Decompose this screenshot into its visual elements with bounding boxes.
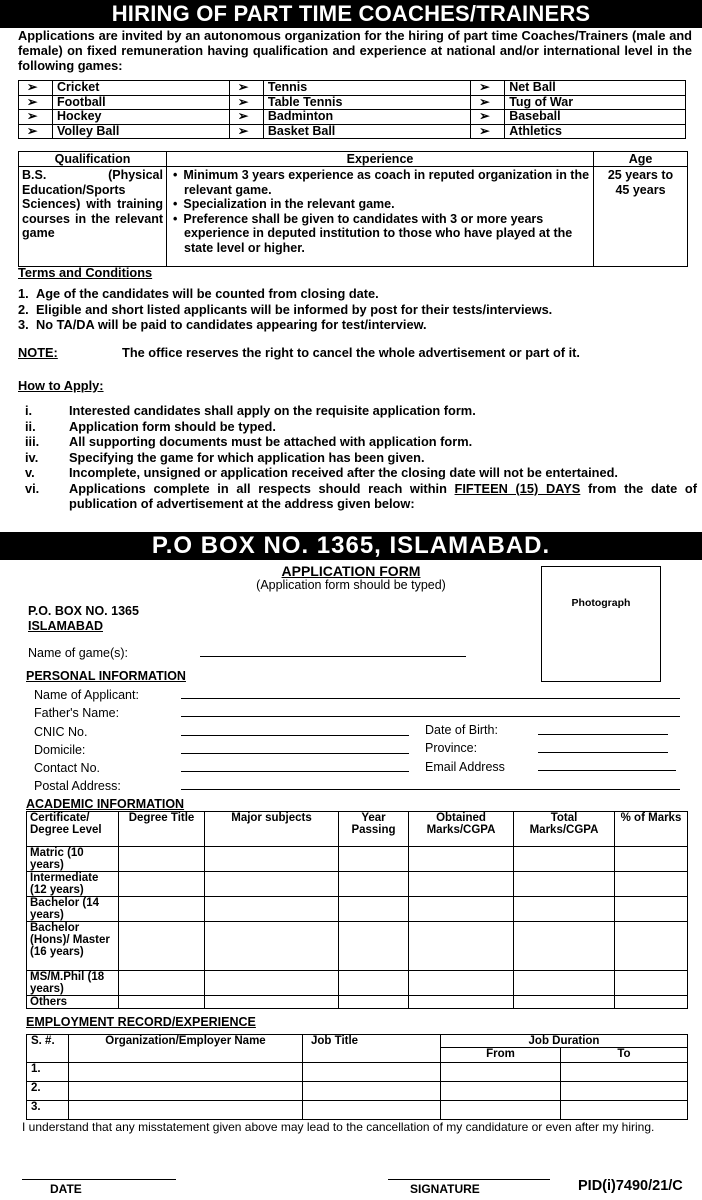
- signature-label: SIGNATURE: [410, 1182, 480, 1196]
- games-row: [19, 110, 686, 125]
- academic-cell[interactable]: [514, 922, 615, 971]
- academic-cell[interactable]: [514, 872, 615, 897]
- academic-cell[interactable]: [409, 922, 514, 971]
- terms-num: 2.: [18, 301, 29, 317]
- terms-text: Eligible and short listed applicants will be informed by post for their tests/interviews.: [36, 301, 553, 317]
- apply-text: Interested candidates shall apply on the requisite application form.: [69, 403, 476, 418]
- personal-info-title: PERSONAL INFORMATION: [26, 669, 186, 683]
- date-label: DATE: [50, 1182, 82, 1196]
- academic-cell[interactable]: [409, 872, 514, 897]
- terms-text: Age of the candidates will be counted from closing date.: [36, 286, 379, 301]
- note-label: NOTE:: [18, 345, 58, 360]
- apply-text: [69, 481, 697, 512]
- academic-cell[interactable]: [205, 872, 339, 897]
- employment-table: [26, 1034, 688, 1120]
- employment-cell[interactable]: [441, 1082, 561, 1101]
- academic-cell[interactable]: [339, 872, 409, 897]
- academic-cell[interactable]: [409, 996, 514, 1009]
- father-name-field[interactable]: [181, 716, 680, 717]
- experience-text: Specialization in the relevant game.: [183, 197, 395, 211]
- degree-level: Bachelor (14 years): [27, 897, 119, 922]
- email-field[interactable]: [538, 770, 676, 771]
- academic-cell[interactable]: [409, 971, 514, 996]
- academic-cell[interactable]: [205, 922, 339, 971]
- signature-field[interactable]: [388, 1179, 550, 1180]
- game-name: Hockey: [53, 110, 230, 125]
- apply-highlight: FIFTEEN (15) DAYS: [454, 480, 581, 496]
- date-field[interactable]: [22, 1179, 176, 1180]
- games-row: [19, 124, 686, 139]
- degree-level: Others: [27, 996, 119, 1009]
- academic-row: [27, 847, 688, 872]
- terms-item: [18, 286, 698, 302]
- academic-row: [27, 971, 688, 996]
- academic-cell[interactable]: [119, 897, 205, 922]
- academic-cell[interactable]: [409, 897, 514, 922]
- academic-header: Total Marks/CGPA: [514, 812, 615, 847]
- academic-cell[interactable]: [205, 847, 339, 872]
- academic-cell[interactable]: [339, 996, 409, 1009]
- employment-cell[interactable]: [69, 1101, 303, 1120]
- terms-title: Terms and Conditions: [18, 265, 153, 280]
- academic-header: Certificate/ Degree Level: [27, 812, 119, 847]
- employment-row: [27, 1101, 688, 1120]
- apply-item: [25, 450, 697, 466]
- dob-label: Date of Birth:: [425, 723, 498, 737]
- experience-text: Preference shall be given to candidates with 3 or more years experience in deputed institution to those who have played at the state level or higher.: [183, 211, 573, 255]
- degree-level: MS/M.Phil (18 years): [27, 971, 119, 996]
- apply-item: [25, 434, 697, 450]
- employment-cell[interactable]: [561, 1082, 688, 1101]
- academic-cell[interactable]: [339, 922, 409, 971]
- how-to-apply-title: How to Apply:: [18, 378, 104, 393]
- employment-cell[interactable]: [561, 1063, 688, 1082]
- academic-cell[interactable]: [205, 897, 339, 922]
- employment-sno: 2.: [27, 1082, 69, 1101]
- academic-cell[interactable]: [205, 996, 339, 1009]
- academic-row: [27, 897, 688, 922]
- employment-cell[interactable]: [303, 1082, 441, 1101]
- domicile-field[interactable]: [181, 753, 409, 754]
- academic-cell[interactable]: [514, 971, 615, 996]
- terms-list: [18, 286, 698, 333]
- game-name: Net Ball: [505, 81, 686, 96]
- terms-num: 3.: [18, 317, 29, 332]
- terms-text: No TA/DA will be paid to candidates appearing for test/interview.: [36, 317, 427, 332]
- academic-cell[interactable]: [615, 897, 688, 922]
- games-table: [18, 80, 686, 139]
- academic-cell[interactable]: [514, 996, 615, 1009]
- employment-cell[interactable]: [441, 1063, 561, 1082]
- emp-job-header: Job Title: [303, 1035, 441, 1063]
- apply-num: ii.: [25, 418, 36, 434]
- academic-cell[interactable]: [119, 872, 205, 897]
- emp-to-header: To: [561, 1048, 688, 1063]
- apply-item: [25, 403, 697, 419]
- cnic-field[interactable]: [181, 735, 409, 736]
- experience-item: [170, 212, 590, 256]
- bullet-icon: •: [173, 197, 178, 211]
- apply-text: All supporting documents must be attached with application form.: [69, 434, 473, 449]
- form-title: APPLICATION FORM: [281, 563, 421, 579]
- apply-num: v.: [25, 465, 35, 480]
- games-row: [19, 95, 686, 110]
- address-bar: P.O BOX NO. 1365, ISLAMABAD.: [0, 532, 702, 560]
- experience-item: [170, 197, 590, 212]
- employment-cell[interactable]: [303, 1063, 441, 1082]
- employment-row: [27, 1082, 688, 1101]
- emp-from-header: From: [441, 1048, 561, 1063]
- apply-num: iv.: [25, 449, 39, 465]
- declaration-text: I understand that any misstatement given above may lead to the cancellation of my candidature or even after my hiring.: [22, 1120, 655, 1134]
- arrow-icon: ➢: [229, 110, 263, 125]
- qualification-cell: B.S. (Physical Education/Sports Sciences) with training courses in the relevant game: [19, 167, 167, 267]
- province-label: Province:: [425, 741, 478, 755]
- academic-cell[interactable]: [205, 971, 339, 996]
- apply-item: [25, 465, 697, 481]
- academic-cell[interactable]: [119, 847, 205, 872]
- province-field[interactable]: [538, 752, 668, 753]
- contact-field[interactable]: [181, 771, 409, 772]
- form-subtitle: (Application form should be typed): [256, 578, 446, 592]
- terms-num: 1.: [18, 286, 29, 301]
- arrow-icon: ➢: [229, 124, 263, 139]
- game-name: Baseball: [505, 110, 686, 125]
- pid-code: PID(i)7490/21/C: [578, 1178, 683, 1194]
- degree-level: Bachelor (Hons)/ Master (16 years): [27, 922, 119, 971]
- terms-item: [18, 302, 698, 318]
- contact-label: Contact No.: [34, 761, 101, 775]
- academic-row: [27, 922, 688, 971]
- academic-cell[interactable]: [514, 897, 615, 922]
- postal-address-label: Postal Address:: [34, 779, 121, 793]
- intro-text: Applications are invited by an autonomous organization for the hiring of part time Coaches/Trainers (male and female) on fixed remuneration having qualification and experience at national and/or international level in the following games:: [18, 28, 692, 73]
- bullet-icon: •: [173, 168, 178, 182]
- employment-title: EMPLOYMENT RECORD/EXPERIENCE: [26, 1015, 256, 1029]
- terms-item: [18, 317, 698, 333]
- academic-cell[interactable]: [615, 922, 688, 971]
- father-name-label: Father's Name:: [34, 706, 120, 720]
- form-address-line2: ISLAMABAD: [28, 619, 103, 633]
- apply-text: Incomplete, unsigned or application received after the closing date will not be entertained.: [69, 465, 618, 480]
- employment-cell[interactable]: [561, 1101, 688, 1120]
- applicant-name-label: Name of Applicant:: [34, 688, 139, 702]
- photograph-label: Photograph: [571, 597, 631, 609]
- postal-address-field[interactable]: [181, 789, 680, 790]
- experience-cell: [167, 167, 594, 267]
- academic-cell[interactable]: [339, 897, 409, 922]
- age-header: Age: [594, 152, 688, 167]
- academic-table: [26, 811, 688, 1009]
- academic-cell[interactable]: [119, 996, 205, 1009]
- arrow-icon: ➢: [229, 81, 263, 96]
- games-label: Name of game(s):: [28, 646, 129, 660]
- game-name: Table Tennis: [263, 95, 470, 110]
- arrow-icon: ➢: [19, 81, 53, 96]
- academic-cell[interactable]: [615, 971, 688, 996]
- academic-cell[interactable]: [119, 971, 205, 996]
- academic-info-title: ACADEMIC INFORMATION: [26, 797, 185, 811]
- arrow-icon: ➢: [19, 95, 53, 110]
- academic-header: Year Passing: [339, 812, 409, 847]
- note-text: The office reserves the right to cancel the whole advertisement or part of it.: [122, 345, 580, 360]
- experience-item: [170, 168, 590, 197]
- game-name: Tennis: [263, 81, 470, 96]
- employment-sno: 1.: [27, 1063, 69, 1082]
- domicile-label: Domicile:: [34, 743, 86, 757]
- academic-row: [27, 872, 688, 897]
- academic-row: [27, 996, 688, 1009]
- qualification-header: Qualification: [19, 152, 167, 167]
- requirements-table: [18, 151, 688, 267]
- employment-cell[interactable]: [69, 1082, 303, 1101]
- game-name: Volley Ball: [53, 124, 230, 139]
- academic-cell[interactable]: [409, 847, 514, 872]
- academic-header: Major subjects: [205, 812, 339, 847]
- apply-item: [25, 419, 697, 435]
- bullet-icon: •: [173, 211, 178, 226]
- arrow-icon: ➢: [471, 95, 505, 110]
- game-name: Badminton: [263, 110, 470, 125]
- dob-field[interactable]: [538, 734, 668, 735]
- cnic-label: CNIC No.: [34, 725, 88, 739]
- emp-duration-header: Job Duration: [441, 1035, 688, 1048]
- apply-text: Application form should be typed.: [69, 418, 276, 434]
- arrow-icon: ➢: [471, 124, 505, 139]
- arrow-icon: ➢: [19, 110, 53, 125]
- games-row: [19, 81, 686, 96]
- degree-level: Intermediate (12 years): [27, 872, 119, 897]
- academic-cell[interactable]: [615, 872, 688, 897]
- employment-sno: 3.: [27, 1101, 69, 1120]
- apply-num: vi.: [25, 480, 40, 496]
- emp-sno-header: S. #.: [27, 1035, 69, 1063]
- apply-text: Specifying the game for which application has been given.: [69, 449, 425, 465]
- game-name: Basket Ball: [263, 124, 470, 139]
- employment-cell[interactable]: [441, 1101, 561, 1120]
- how-to-apply-list: [25, 403, 697, 512]
- experience-text: Minimum 3 years experience as coach in reputed organization in the relevant game.: [183, 168, 590, 197]
- employment-cell[interactable]: [69, 1063, 303, 1082]
- academic-cell[interactable]: [339, 847, 409, 872]
- academic-cell[interactable]: [119, 922, 205, 971]
- apply-item: [25, 481, 697, 512]
- page-title: HIRING OF PART TIME COACHES/TRAINERS: [0, 0, 702, 28]
- arrow-icon: ➢: [229, 95, 263, 110]
- age-cell: 25 years to 45 years: [594, 167, 688, 267]
- apply-text-part: Applications complete in all respects should reach within: [69, 480, 455, 496]
- form-address-line1: P.O. BOX NO. 1365: [28, 604, 139, 618]
- apply-num: iii.: [25, 434, 40, 449]
- games-field[interactable]: [200, 656, 466, 657]
- game-name: Tug of War: [505, 95, 686, 110]
- arrow-icon: ➢: [471, 110, 505, 125]
- academic-cell[interactable]: [615, 996, 688, 1009]
- photograph-box[interactable]: [541, 566, 661, 682]
- apply-num: i.: [25, 403, 33, 418]
- arrow-icon: ➢: [471, 81, 505, 96]
- academic-cell[interactable]: [514, 847, 615, 872]
- academic-cell[interactable]: [339, 971, 409, 996]
- experience-header: Experience: [167, 152, 594, 167]
- degree-level: Matric (10 years): [27, 847, 119, 872]
- game-name: Cricket: [53, 81, 230, 96]
- email-label: Email Address: [425, 760, 505, 774]
- employment-cell[interactable]: [303, 1101, 441, 1120]
- applicant-name-field[interactable]: [181, 698, 680, 699]
- arrow-icon: ➢: [19, 124, 53, 139]
- academic-header: Degree Title: [119, 812, 205, 847]
- game-name: Athletics: [505, 124, 686, 139]
- game-name: Football: [53, 95, 230, 110]
- academic-cell[interactable]: [615, 847, 688, 872]
- apply-text-part: from the date of publication of advertisement at the address given below:: [69, 480, 697, 511]
- employment-row: [27, 1063, 688, 1082]
- academic-header: Obtained Marks/CGPA: [409, 812, 514, 847]
- academic-header: % of Marks: [615, 812, 688, 847]
- emp-org-header: Organization/Employer Name: [69, 1035, 303, 1063]
